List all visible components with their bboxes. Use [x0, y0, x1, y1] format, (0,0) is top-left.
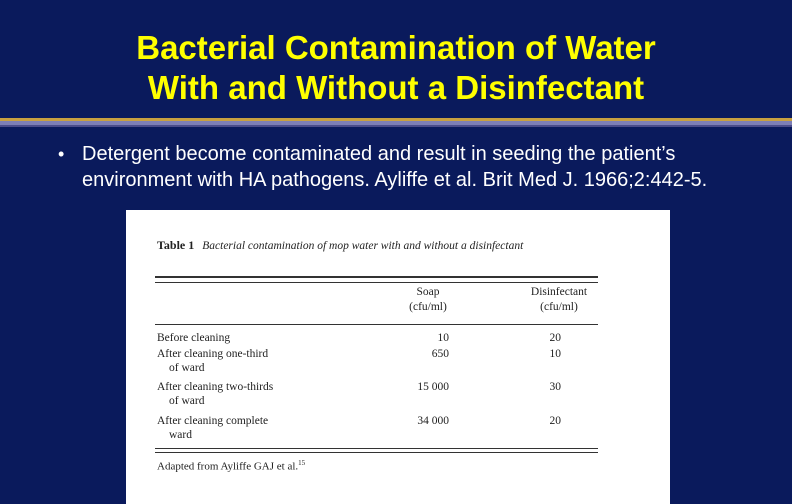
- table-cell-soap: 34 000: [417, 415, 449, 427]
- table-cell-disinfectant: 10: [549, 348, 561, 360]
- title-line-2: With and Without a Disinfectant: [147, 69, 645, 106]
- table-cell-disinfectant: 20: [549, 332, 561, 344]
- table-rule-top: [155, 276, 598, 278]
- table-row-label: After cleaning one-third of ward: [157, 348, 269, 374]
- footnote-reference: 15: [298, 459, 306, 467]
- table-caption-text: Bacterial contamination of mop water with and without a disinfectant: [202, 240, 524, 252]
- table-rule-header: [155, 324, 598, 325]
- table-rule-bottom-inner: [155, 452, 598, 453]
- title-line-1: Bacterial Contamination of Water: [136, 29, 656, 66]
- table-label: Table 1: [157, 238, 195, 252]
- table-cell-soap: 650: [431, 348, 449, 360]
- column-header-soap: Soap (cfu/ml): [409, 286, 447, 313]
- slide-title: [0, 28, 792, 108]
- title-divider-shadow: [0, 125, 792, 127]
- table-cell-disinfectant: 20: [549, 415, 561, 427]
- table-cell-soap: 15 000: [417, 381, 449, 393]
- bullet-icon: •: [58, 144, 65, 164]
- bullet-text: Detergent become contaminated and result in seeding the patient’s environment with HA pathogens. Ayliffe et al. Brit Med J. 1966;2:442-5.: [82, 143, 708, 191]
- column-header-disinfectant: Disinfectant (cfu/ml): [530, 286, 588, 313]
- table-cell-disinfectant: 30: [549, 381, 561, 393]
- table-row-label: After cleaning two-thirds of ward: [157, 381, 274, 407]
- table-image: [126, 210, 670, 504]
- table-caption: [157, 238, 602, 253]
- table-rule-top-inner: [155, 282, 598, 283]
- table-rule-bottom: [155, 448, 598, 449]
- table-row-label: Before cleaning: [157, 332, 231, 344]
- table-cell-soap: 10: [437, 332, 449, 344]
- table-row-label: After cleaning complete ward: [157, 415, 269, 441]
- table-footnote: Adapted from Ayliffe GAJ et al.$^{15}$: [157, 459, 306, 473]
